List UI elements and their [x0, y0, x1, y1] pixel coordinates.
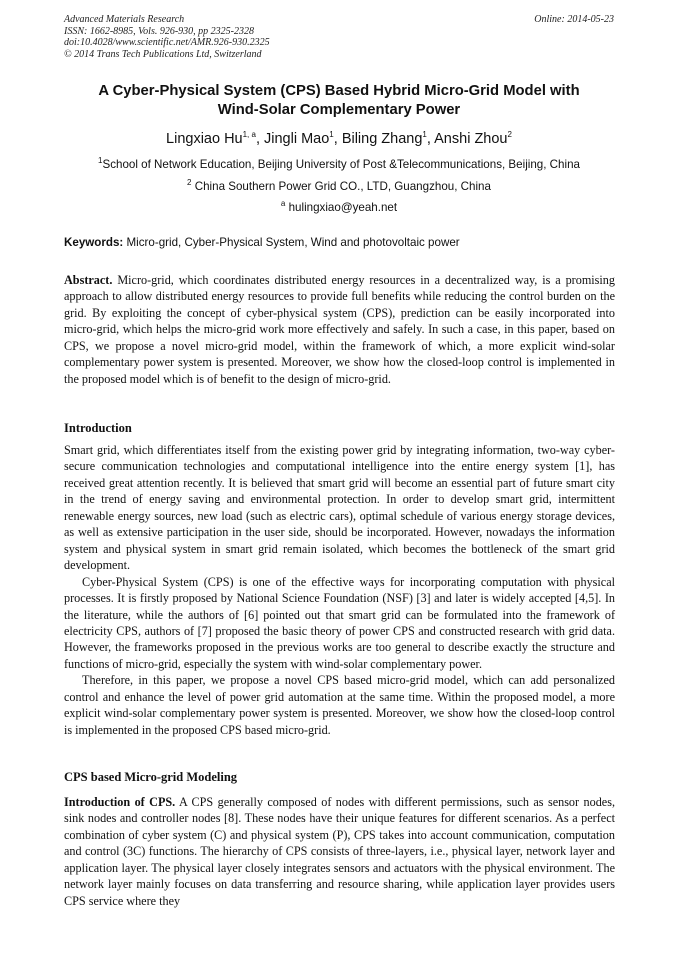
- author-list: Lingxiao Hu$^{1, a}$, Jingli Mao$^1$, Biling Zhang$^1$, Anshi Zhou$^2$: [166, 130, 512, 147]
- affiliation-2: [30, 180, 648, 193]
- abstract-label: Abstract.: [64, 273, 113, 287]
- author-name: Biling Zhang: [341, 131, 423, 147]
- keywords-text: Micro-grid, Cyber-Physical System, Wind and photovoltaic power: [126, 236, 460, 249]
- subsection-runin: Introduction of CPS.: [64, 795, 176, 809]
- email-sup: a: [280, 199, 286, 209]
- author-name: Anshi Zhou: [434, 131, 508, 147]
- paragraph: Smart grid, which differentiates itself from the existing power grid by integrating information, two-way cyber-secure communication technologies and computational intelligence into the entire energy system [1], has received great attention recently. It is believed that smart grid will become an essential part of future smart city in the trend of energy saving and environmental protection. In order to develop smart grid, intermittent renewable energy sources, new load (such as electric cars), optimal schedule of various energy storage devices, as well as extensive participation in the user side, should be incorporated. However, nowadays the information system and physical system in smart grid remain isolated, which becomes the bottleneck of the smart grid development.: [64, 443, 615, 573]
- journal-name: Advanced Materials Research: [64, 14, 185, 25]
- title-line-2: Wind-Solar Complementary Power: [217, 102, 461, 118]
- affiliation-text: School of Network Education, Beijing University of Post &Telecommunications, Beijing, China: [102, 158, 580, 171]
- affiliation-1: [30, 158, 648, 171]
- paragraph: Therefore, in this paper, we propose a novel CPS based micro-grid model, which can add personalized control and enhance the level of power grid automation at the same time. Within the proposed model, a more explicit wind-solar complementary power system is presented. Moreover, we show how the closed-loop control is implemented in the proposed CPS based micro-grid.: [64, 673, 615, 737]
- section-heading-cps-modeling: CPS based Micro-grid Modeling: [64, 770, 238, 784]
- abstract: [64, 272, 615, 387]
- author-sup: 1: [329, 130, 334, 140]
- journal-header: [64, 14, 270, 60]
- journal-copyright: © 2014 Trans Tech Publications Ltd, Switzerland: [64, 48, 262, 60]
- author-sup: 2: [507, 130, 512, 140]
- journal-doi[interactable]: doi:10.4028/www.scientific.net/AMR.926-930.2325: [64, 37, 270, 48]
- affiliation-text: China Southern Power Grid CO., LTD, Guangzhou, China: [194, 180, 491, 193]
- affiliation-sup: 1: [98, 156, 103, 166]
- keywords: [64, 236, 614, 249]
- keywords-label: Keywords:: [64, 236, 124, 249]
- paragraph: A CPS generally composed of nodes with different permissions, such as sensor nodes, sink nodes and controller nodes [8]. These nodes have their unique features for different scenarios. As a perfect combination of cyber system (C) and physical system (P), CPS takes into account communication, computation and control (3C) functions. The hierarchy of CPS consists of three-layers, i.e., physical layer, network layer and application layer. The physical layer closely integrates sensors and actuators with the physical environment. The network layer mainly focuses on data transferring and resource sharing, while application layer provides users CPS service where they: [64, 795, 615, 908]
- author-sup: 1, a: [242, 130, 256, 140]
- section-heading-introduction: Introduction: [64, 421, 132, 435]
- author-name: Jingli Mao: [264, 131, 330, 147]
- author-sup: 1: [422, 130, 427, 140]
- cps-body: [64, 794, 615, 909]
- author-name: Lingxiao Hu: [166, 131, 243, 147]
- email-text[interactable]: hulingxiao@yeah.net: [288, 201, 398, 214]
- online-date: Online: 2014-05-23: [534, 14, 614, 25]
- author-email: [30, 201, 648, 214]
- journal-issn: ISSN: 1662-8985, Vols. 926-930, pp 2325-2328: [64, 25, 254, 37]
- title-line-1: A Cyber-Physical System (CPS) Based Hybrid Micro-Grid Model with: [98, 83, 580, 99]
- affiliation-sup: 2: [187, 178, 192, 188]
- paper-title: [60, 82, 618, 120]
- introduction-body: [64, 442, 615, 738]
- abstract-text: Micro-grid, which coordinates distributed energy resources in a decentralized way, is a promising approach to allow distributed energy resources to provide full benefits while reducing the control burden on the grid. By exploiting the concept of cyber-physical system (CPS), prediction can be easily incorporated into micro-grid, which helps the micro-grid work more effectively and safely. In such a case, in this paper, based on CPS, we propose a novel micro-grid model, within the framework of which, a more explicit wind-solar complementary power system is presented. Moreover, we show how the closed-loop control is implemented in the proposed model which is of benefit to the design of micro-grid.: [64, 273, 615, 386]
- paragraph: Cyber-Physical System (CPS) is one of the effective ways for incorporating computation with physical processes. It is firstly proposed by National Science Foundation (NSF) [3] and later is widely accepted [4,5]. In the literature, while the authors of [6] pointed out that smart grid can be formulated into the framework of electricity CPS, authors of [7] proposed the basic theory of power CPS and constructed research with grid data. However, the frameworks proposed in the previous works are too general to describe exactly the structure and functions of micro-grid, especially the system with wind-solar complementary power.: [64, 574, 615, 671]
